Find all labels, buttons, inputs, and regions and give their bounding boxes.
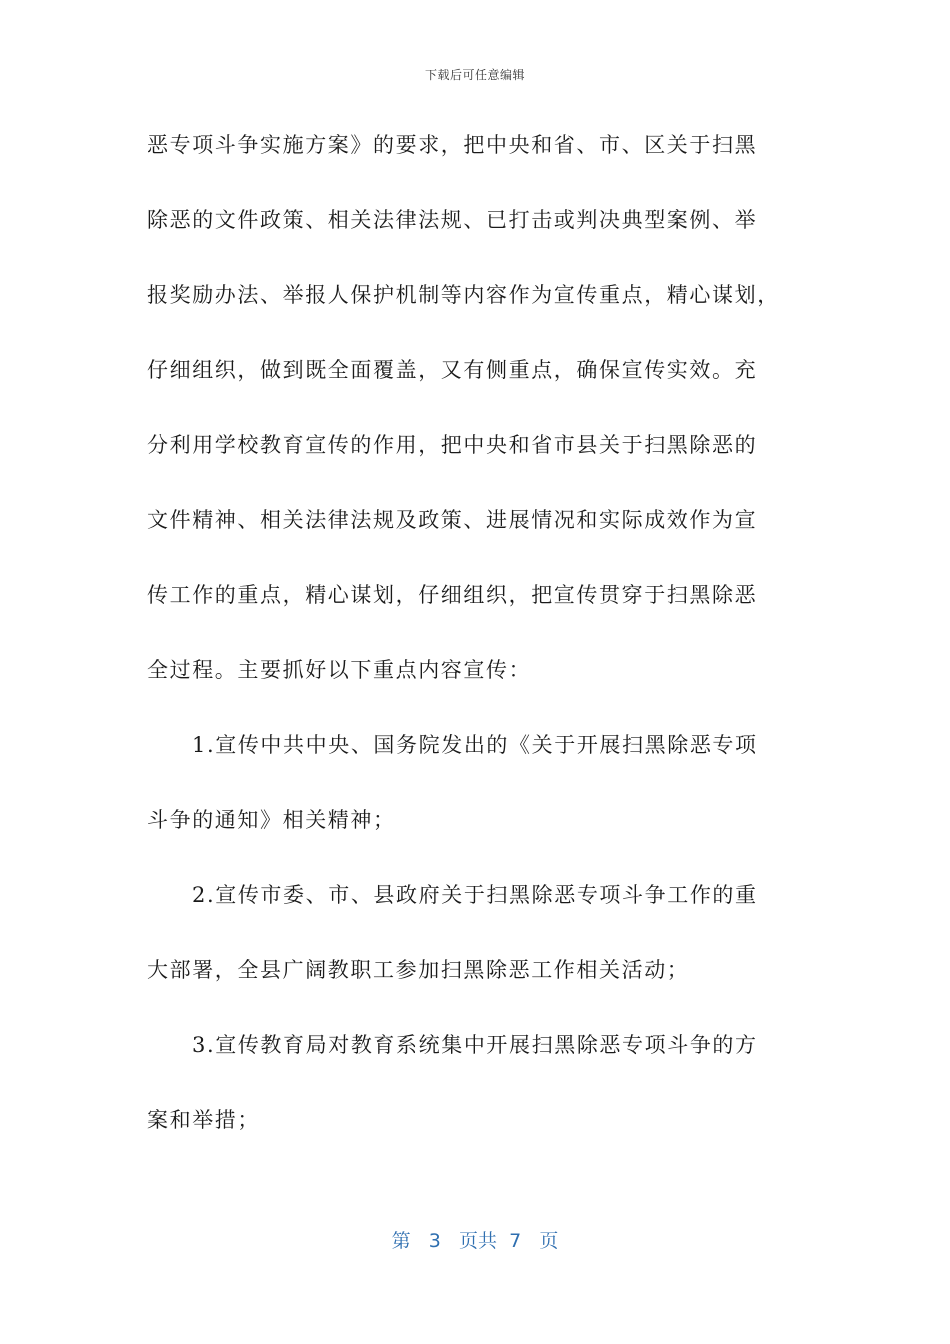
list-item-3-line-1: 3.宣传教育局对教育系统集中开展扫黑除恶专项斗争的方 xyxy=(192,1033,758,1057)
body-line-8: 全过程。主要抓好以下重点内容宣传： xyxy=(147,658,532,682)
footer-total-pages: 7 xyxy=(509,1230,522,1252)
footer-suffix: 页 xyxy=(539,1230,559,1252)
footer-prefix: 第 xyxy=(391,1230,411,1252)
page-footer xyxy=(0,1226,950,1253)
list-item-1-line-1: 1.宣传中共中央、国务院发出的《关于开展扫黑除恶专项 xyxy=(192,733,758,757)
document-body xyxy=(147,122,793,1172)
page-header: 下载后可任意编辑 xyxy=(424,68,525,82)
list-item-3-line-2: 案和举措； xyxy=(147,1108,260,1132)
body-line-1: 恶专项斗争实施方案》的要求，把中央和省、市、区关于扫黑 xyxy=(147,133,758,157)
list-item-2-line-1: 2.宣传市委、市、县政府关于扫黑除恶专项斗争工作的重 xyxy=(192,883,758,907)
body-line-3: 报奖励办法、举报人保护机制等内容作为宣传重点，精心谋划， xyxy=(147,283,780,307)
body-line-5: 分利用学校教育宣传的作用，把中央和省市县关于扫黑除恶的 xyxy=(147,433,758,457)
body-line-2: 除恶的文件政策、相关法律法规、已打击或判决典型案例、举 xyxy=(147,208,758,232)
footer-middle: 页共 xyxy=(459,1230,498,1252)
body-line-6: 文件精神、相关法律法规及政策、进展情况和实际成效作为宣 xyxy=(147,508,758,532)
body-line-4: 仔细组织，做到既全面覆盖，又有侧重点，确保宣传实效。充 xyxy=(147,358,758,382)
list-item-1-line-2: 斗争的通知》相关精神； xyxy=(147,808,396,832)
list-item-2-line-2: 大部署，全县广阔教职工参加扫黑除恶工作相关活动； xyxy=(147,958,690,982)
body-line-7: 传工作的重点，精心谋划，仔细组织，把宣传贯穿于扫黑除恶 xyxy=(147,583,758,607)
footer-current-page: 3 xyxy=(428,1230,441,1252)
